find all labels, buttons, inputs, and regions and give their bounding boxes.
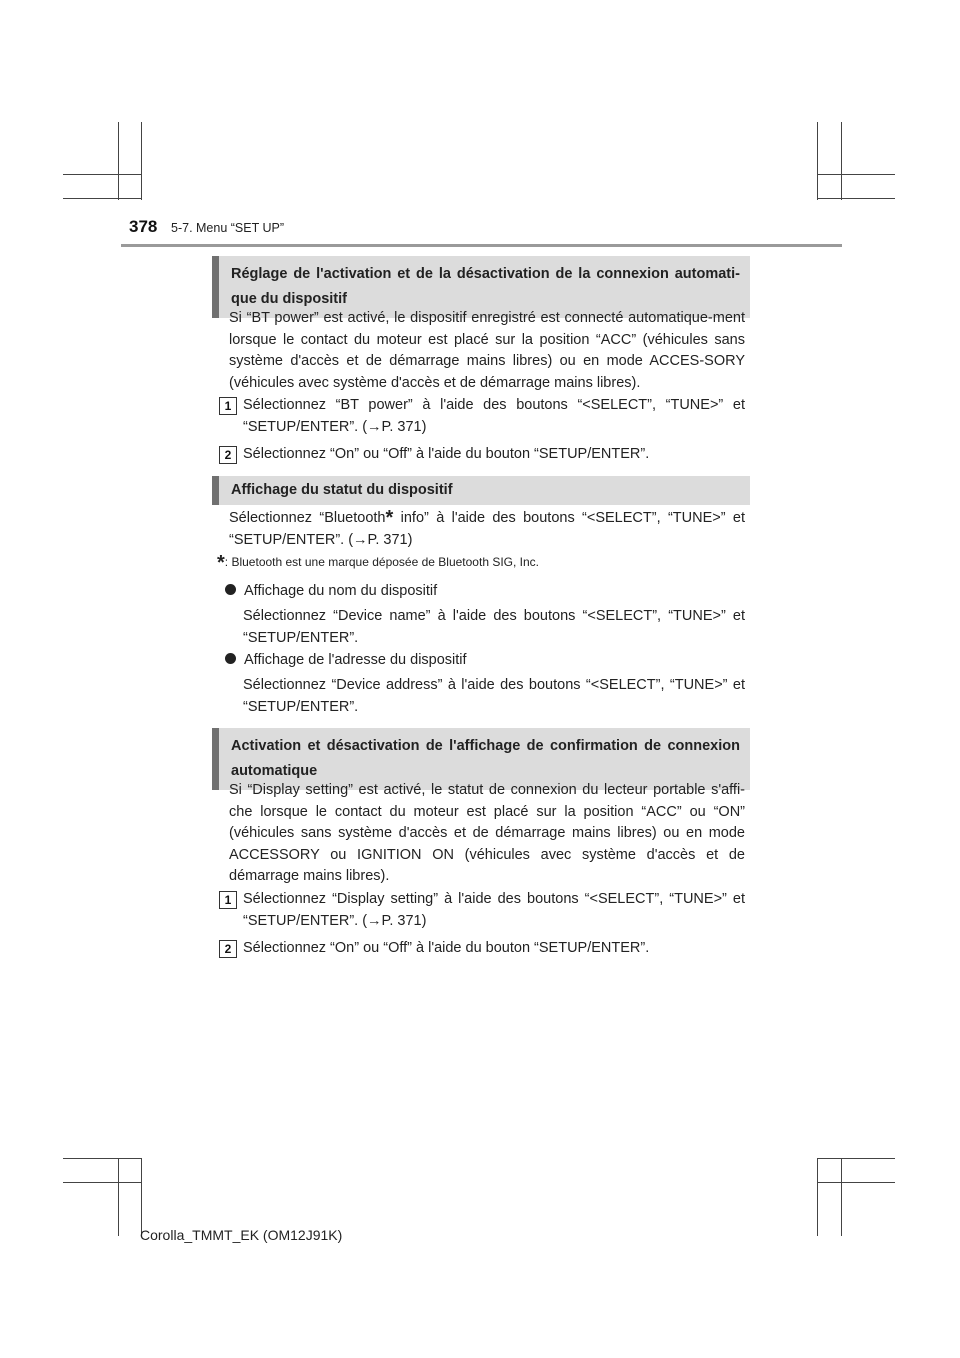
bullet-text: Sélectionnez “Device name” à l'aide des boutons “<SELECT”, “TUNE>” et “SETUP/ENTER”. [243,608,745,646]
intro-text: info” à l'aide des boutons “<SELECT”, “TUNE>” et “SETUP/ENTER”. (→P. 371) [229,510,745,548]
bullet-label: Affichage de l'adresse du dispositif [244,652,467,668]
bullet-item [225,581,437,602]
section-heading-auto-connect: Réglage de l'activation et de la désactivation de la connexion automati-que du dispositif [212,256,750,318]
step-text: Sélectionnez “On” ou “Off” à l'aide du bouton “SETUP/ENTER”. [243,940,650,956]
bullet-item [225,650,467,671]
crop-mark [63,174,141,175]
section-heading-device-status: Affichage du statut du dispositif [212,476,750,505]
step-number: 1 [219,891,237,909]
bullet-icon [225,584,236,595]
header-rule [121,244,842,247]
crop-mark [817,1182,895,1183]
crop-mark [63,198,141,199]
bullet-label: Affichage du nom du dispositif [244,583,438,599]
section-intro [229,508,745,551]
footnote-marker: * [217,552,225,574]
crop-mark [817,122,818,200]
footnote-marker: * [385,507,394,529]
crop-mark [141,1158,142,1236]
crop-mark [817,1158,895,1159]
step-number: 1 [219,397,237,415]
crop-mark [841,122,842,200]
step-text: Sélectionnez “BT power” à l'aide des boutons “<SELECT”, “TUNE>” et “SETUP/ENTER”. (→P. 371) [243,397,745,435]
crop-mark [817,198,895,199]
crop-mark [118,1158,119,1236]
section-intro: Si “BT power” est activé, le dispositif enregistré est connecté automatique-ment lorsque le contact du moteur est placé sur la position “ACC” (véhicules sans système d'accès et de démarrage mains libres) ou en mode ACCES-SORY (véhicules avec système d'accès et de démarrage mains libres). [229,310,745,391]
section-heading-connection-confirmation: Activation et désactivation de l'affichage de confirmation de connexion automatique [212,728,750,790]
section-intro: Si “Display setting” est activé, le statut de connexion du lecteur portable s'affi-che lorsque le contact du moteur est placé sur la position “ACC” ou “ON” (véhicules sans système d'accès et de démarrage mains libres) ou en mode ACCESSORY ou IGNITION ON (véhicules avec système d'accès et de démarrage mains libres). [229,782,745,884]
intro-text: Sélectionnez “Bluetooth [229,510,386,526]
step-number: 2 [219,446,237,464]
bullet-icon [225,653,236,664]
crop-mark [63,1182,141,1183]
crop-mark [141,122,142,200]
page-number: 378 [129,217,158,236]
crop-mark [817,1158,818,1236]
crop-mark [118,122,119,200]
step-number: 2 [219,940,237,958]
crop-mark [841,1158,842,1236]
step-text: Sélectionnez “On” ou “Off” à l'aide du bouton “SETUP/ENTER”. [243,446,650,462]
footnote [217,552,539,575]
crop-mark [63,1158,141,1159]
footnote-text: : Bluetooth est une marque déposée de Bluetooth SIG, Inc. [224,555,540,569]
crop-mark [817,174,895,175]
chapter-title: 5-7. Menu “SET UP” [171,221,285,235]
step-text: Sélectionnez “Display setting” à l'aide des boutons “<SELECT”, “TUNE>” et “SETUP/ENTER”. (→P. 371) [243,891,745,929]
footer-document-id: Corolla_TMMT_EK (OM12J91K) [140,1227,343,1243]
bullet-text: Sélectionnez “Device address” à l'aide des boutons “<SELECT”, “TUNE>” et “SETUP/ENTER”. [243,677,745,715]
